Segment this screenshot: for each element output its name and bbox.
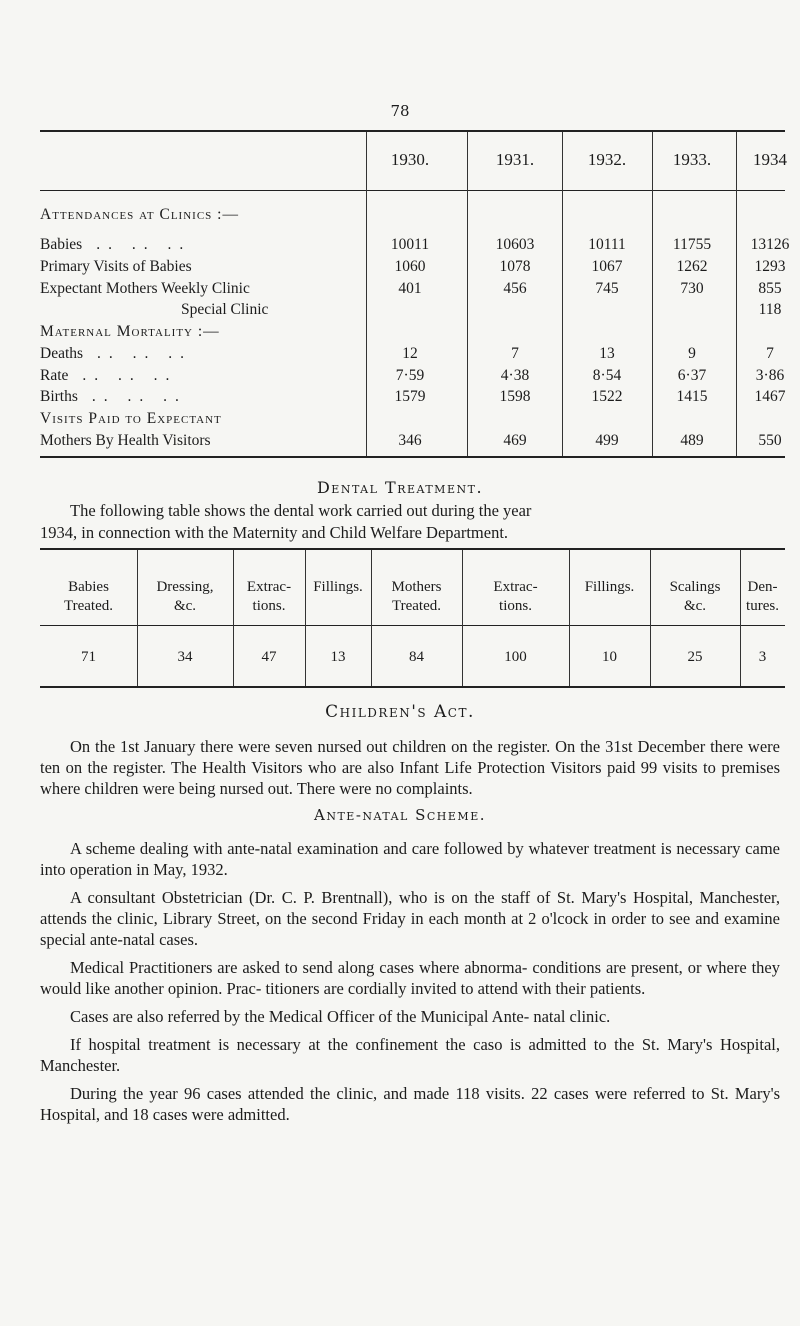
row-label [40,323,220,341]
table-row [40,432,785,454]
table-cell: 13126 [750,236,790,253]
table-cell: 730 [680,280,704,297]
year-header: 1933. [672,150,712,169]
dental-header-line: &c. [683,598,707,614]
dental-header-cell [371,578,462,616]
table-cell: 7 [766,345,774,362]
table-cell: 401 [398,280,422,297]
table-cell: 1293 [754,258,786,275]
table-row [40,367,785,389]
ante-natal-paragraph: A scheme dealing with ante-natal examination and care followed by whatever treatment is necessary came into operation in May, 1932. [40,839,780,879]
table-cell: 550 [758,432,782,449]
ante-natal-paragraph: Medical Practitioners are asked to send along cases where abnorma- conditions are present, or where they would like another opinion. Prac- titioners are cordially invited to attend with their patients. [40,958,780,998]
dental-intro-line-1: The following table shows the dental work carried out during the year [70,501,532,520]
dental-intro-line-2: 1934, in connection with the Maternity and Child Welfare Department. [40,523,509,542]
dental-value-cell: 10 [602,649,617,665]
row-label [40,206,239,224]
dental-value-cell: 100 [504,649,527,665]
table-row [40,410,785,432]
dental-header-cell [740,578,785,616]
table-row [40,280,785,302]
table-row [40,301,785,323]
dental-header-line: Extrac- [493,579,538,595]
dental-header-line: Treated. [63,598,114,614]
table-cell: 1078 [499,258,531,275]
leader-dots: .. .. .. [96,236,192,253]
table-row [40,388,785,410]
table-cell: 855 [758,280,782,297]
ante-natal-paragraph: If hospital treatment is necessary at the confinement the caso is admitted to the St. Mary's Hospital, Manchester. [40,1035,780,1075]
dental-intro [40,500,780,544]
dental-value-cell: 71 [81,649,96,665]
row-label [40,432,211,450]
table-cell: 4·38 [500,367,530,384]
year-header: 1930. [390,150,430,169]
ante-natal-text [40,838,780,1132]
row-label-text: Rate [40,367,69,384]
table-cell: 469 [503,432,527,449]
table-cell: 489 [680,432,704,449]
row-label-text: Special Clinic [181,301,269,318]
table-cell: 1579 [394,388,426,405]
table-cell: 1060 [394,258,426,275]
dental-header-line: &c. [173,598,197,614]
table-cell: 1598 [499,388,531,405]
table-cell: 9 [688,345,696,362]
dental-header-line: Extrac- [246,579,292,595]
dental-header-line: Treated. [391,598,442,614]
table-bottom-rule [40,456,785,458]
table-cell: 456 [503,280,527,297]
year-header: 1934 [753,150,787,169]
row-label-text: Primary Visits of Babies [40,258,192,275]
row-label-text: Babies [40,236,83,253]
row-label-text: Mothers By Health Visitors [40,432,211,449]
dental-table-bottom-rule [40,686,785,688]
table-cell: 10111 [588,236,626,253]
table-cell: 11755 [672,236,712,253]
dental-header-cell [137,578,233,616]
dental-header-line: Fillings. [313,579,363,595]
ante-natal-paragraph: A consultant Obstetrician (Dr. C. P. Brentnall), who is on the staff of St. Mary's Hospital, Manchester, attends the clinic, Library Street, on the second Friday in each month at 2 o'lcock in order to see and examine special ante-natal cases. [40,888,780,949]
childrens-act-text [40,736,780,799]
table-cell: 3·86 [755,367,785,384]
dental-header-cell [305,578,371,597]
row-label [40,410,222,428]
row-label [40,388,187,406]
leader-dots: .. .. .. [97,345,193,362]
dental-header-line: Mothers [391,579,442,595]
table-header-rule [40,190,785,191]
row-label-text: Attendances at Clinics :— [40,206,239,223]
table-cell: 1415 [676,388,708,405]
row-label [40,345,192,363]
row-label-text: Deaths [40,345,84,362]
dental-value-cell: 13 [330,649,346,665]
table-row [40,206,785,228]
table-cell: 1522 [591,388,623,405]
ante-natal-heading: Ante-natal Scheme. [314,806,486,824]
childrens-act-heading: Children's Act. [325,702,475,722]
leader-dots: .. .. .. [91,388,187,405]
dental-header-line: Scalings [669,579,721,595]
row-label [40,236,191,254]
dental-header-line: Dressing, [156,579,214,595]
table-cell: 1262 [676,258,708,275]
dental-header-cell [462,578,569,616]
dental-header-cell [40,578,137,616]
dental-header-line: tures. [746,598,779,614]
year-header: 1931. [495,150,535,169]
table-cell: 7·59 [395,367,425,384]
dental-header-line: Fillings. [584,579,635,595]
table-row [40,236,790,258]
dental-table [40,548,785,688]
dental-value-cell: 3 [758,649,767,665]
dental-header-line: Babies [68,579,109,595]
childrens-act-paragraph: On the 1st January there were seven nursed out children on the register. On the 31st December there were ten on the register. The Health Visitors who are also Infant Life Protection Visitors paid 99 visits to premises where children were being nursed out. There were no complaints. [40,737,780,798]
table-row [40,258,785,280]
row-label [40,280,250,298]
row-label [181,301,268,319]
table-cell: 13 [599,345,615,362]
table-cell: 8·54 [592,367,622,384]
row-label [40,367,177,385]
table-cell: 12 [402,345,418,362]
dental-header-line: Den- [747,579,778,595]
ante-natal-paragraph: Cases are also referred by the Medical Officer of the Municipal Ante- natal clinic. [70,1007,611,1026]
row-label-text: Expectant Mothers Weekly Clinic [40,280,250,297]
dental-value-cell: 84 [409,649,424,665]
table-cell: 1067 [591,258,623,275]
dental-table-top-rule [40,548,785,550]
table-cell: 499 [595,432,619,449]
row-label [40,258,192,276]
table-top-rule [40,130,785,132]
dental-value-cell: 47 [261,649,277,665]
dental-header-line: tions. [499,598,532,614]
year-header: 1932. [587,150,627,169]
ante-natal-paragraph: During the year 96 cases attended the clinic, and made 118 visits. 22 cases were referred to St. Mary's Hospital, and 18 cases were admitted. [40,1084,780,1124]
table-row [40,345,785,367]
table-row [40,323,785,345]
dental-value-cell: 34 [177,649,193,665]
dental-value-cell: 25 [687,649,703,665]
dental-header-cell [569,578,650,597]
table-cell: 118 [758,301,782,318]
dental-treatment-heading: Dental Treatment. [316,478,484,497]
dental-header-line: tions. [252,598,286,614]
attendance-table [40,130,790,456]
row-label-text: Visits Paid to Expectant [40,410,222,427]
page-number: 78 [390,102,410,120]
row-label-text: Maternal Mortality :— [40,323,220,340]
table-cell: 745 [595,280,619,297]
table-cell: 6·37 [677,367,707,384]
table-cell: 346 [398,432,422,449]
dental-header-cell [233,578,305,616]
table-cell: 10603 [495,236,535,253]
table-cell: 7 [511,345,519,362]
row-label-text: Births [40,388,78,405]
leader-dots: .. .. .. [82,367,178,384]
dental-header-cell [650,578,740,616]
table-cell: 10011 [390,236,430,253]
table-cell: 1467 [754,388,786,405]
dental-table-header-rule [40,625,785,626]
